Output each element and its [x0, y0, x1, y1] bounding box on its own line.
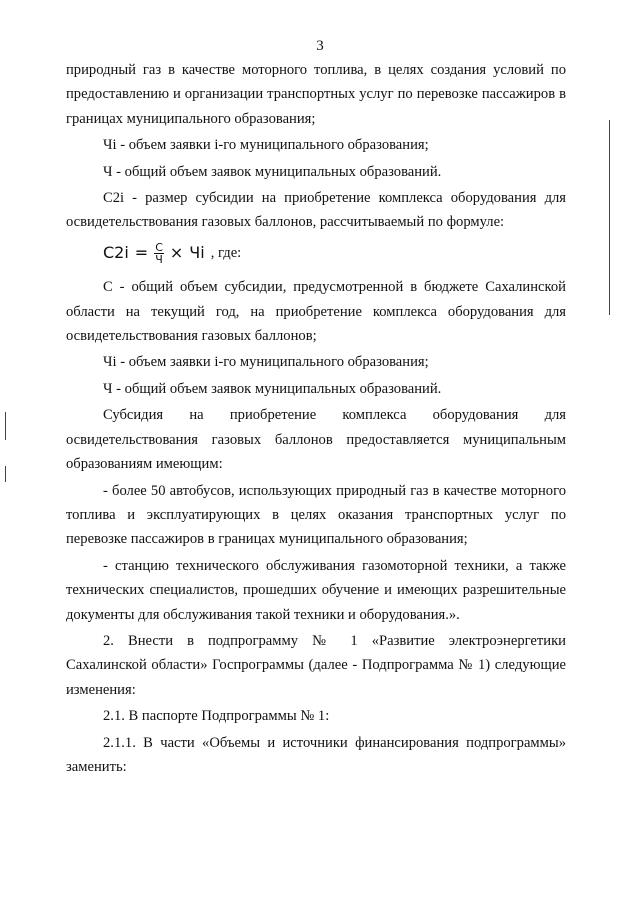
list-item: - более 50 автобусов, использующих природный газ в качестве моторного топлива и эксплуатирующих в целях оказания транспортных услуг по перевозке пассажиров в границах муниципального образования; [66, 482, 566, 548]
formula-numerator: С [155, 240, 163, 254]
paragraph: C2i - размер субсидии на приобретение комплекса оборудования для освидетельствования газовых баллонов, рассчитываемый по формуле: [66, 190, 566, 231]
paragraph: 2.1.1. В части «Объемы и источники финансирования подпрограммы» заменить: [66, 734, 566, 775]
formula-times: × [169, 242, 184, 262]
formula-denominator: Ч [155, 252, 163, 266]
paragraph: 2.1. В паспорте Подпрограммы № 1: [103, 708, 330, 725]
formula-lhs: C2i [103, 242, 129, 262]
document-body [66, 58, 566, 781]
formula-equals: = [134, 242, 149, 262]
paragraph: Чi - объем заявки i-го муниципального образования; [103, 137, 429, 154]
formula-fraction [154, 242, 164, 265]
paragraph: Ч - общий объем заявок муниципальных образований. [103, 380, 442, 397]
page-number: 3 [316, 38, 324, 54]
formula-tail: , где: [210, 244, 242, 261]
formula-rhs: Чi [189, 242, 205, 262]
paragraph: Субсидия на приобретение комплекса оборудования для освидетельствования газовых баллонов предоставляется муниципальным образованиям имеющим: [66, 407, 566, 473]
margin-mark [609, 120, 610, 315]
paragraph: Ч - общий объем заявок муниципальных образований. [103, 163, 442, 180]
paragraph: природный газ в качестве моторного топлива, в целях создания условий по предоставлению и организации транспортных услуг по перевозке пассажиров в границах муниципального образования; [66, 62, 566, 127]
formula [103, 241, 566, 265]
paragraph: 2. Внести в подпрограмму № 1 «Развитие электроэнергетики Сахалинской области» Госпрограммы (далее - Подпрограмма № 1) следующие изменения: [66, 632, 566, 698]
paragraph: С - общий объем субсидии, предусмотренной в бюджете Сахалинской области на текущий год, на приобретение комплекса оборудования для освидетельствования газовых баллонов; [66, 279, 566, 345]
paragraph: Чi - объем заявки i-го муниципального образования; [103, 354, 429, 371]
list-item: - станцию технического обслуживания газомоторной техники, а также технических специалистов, прошедших обучение и имеющих разрешительные документы для обслуживания такой техники и оборудования.». [66, 557, 566, 623]
margin-mark [5, 412, 6, 440]
margin-mark [5, 466, 6, 482]
